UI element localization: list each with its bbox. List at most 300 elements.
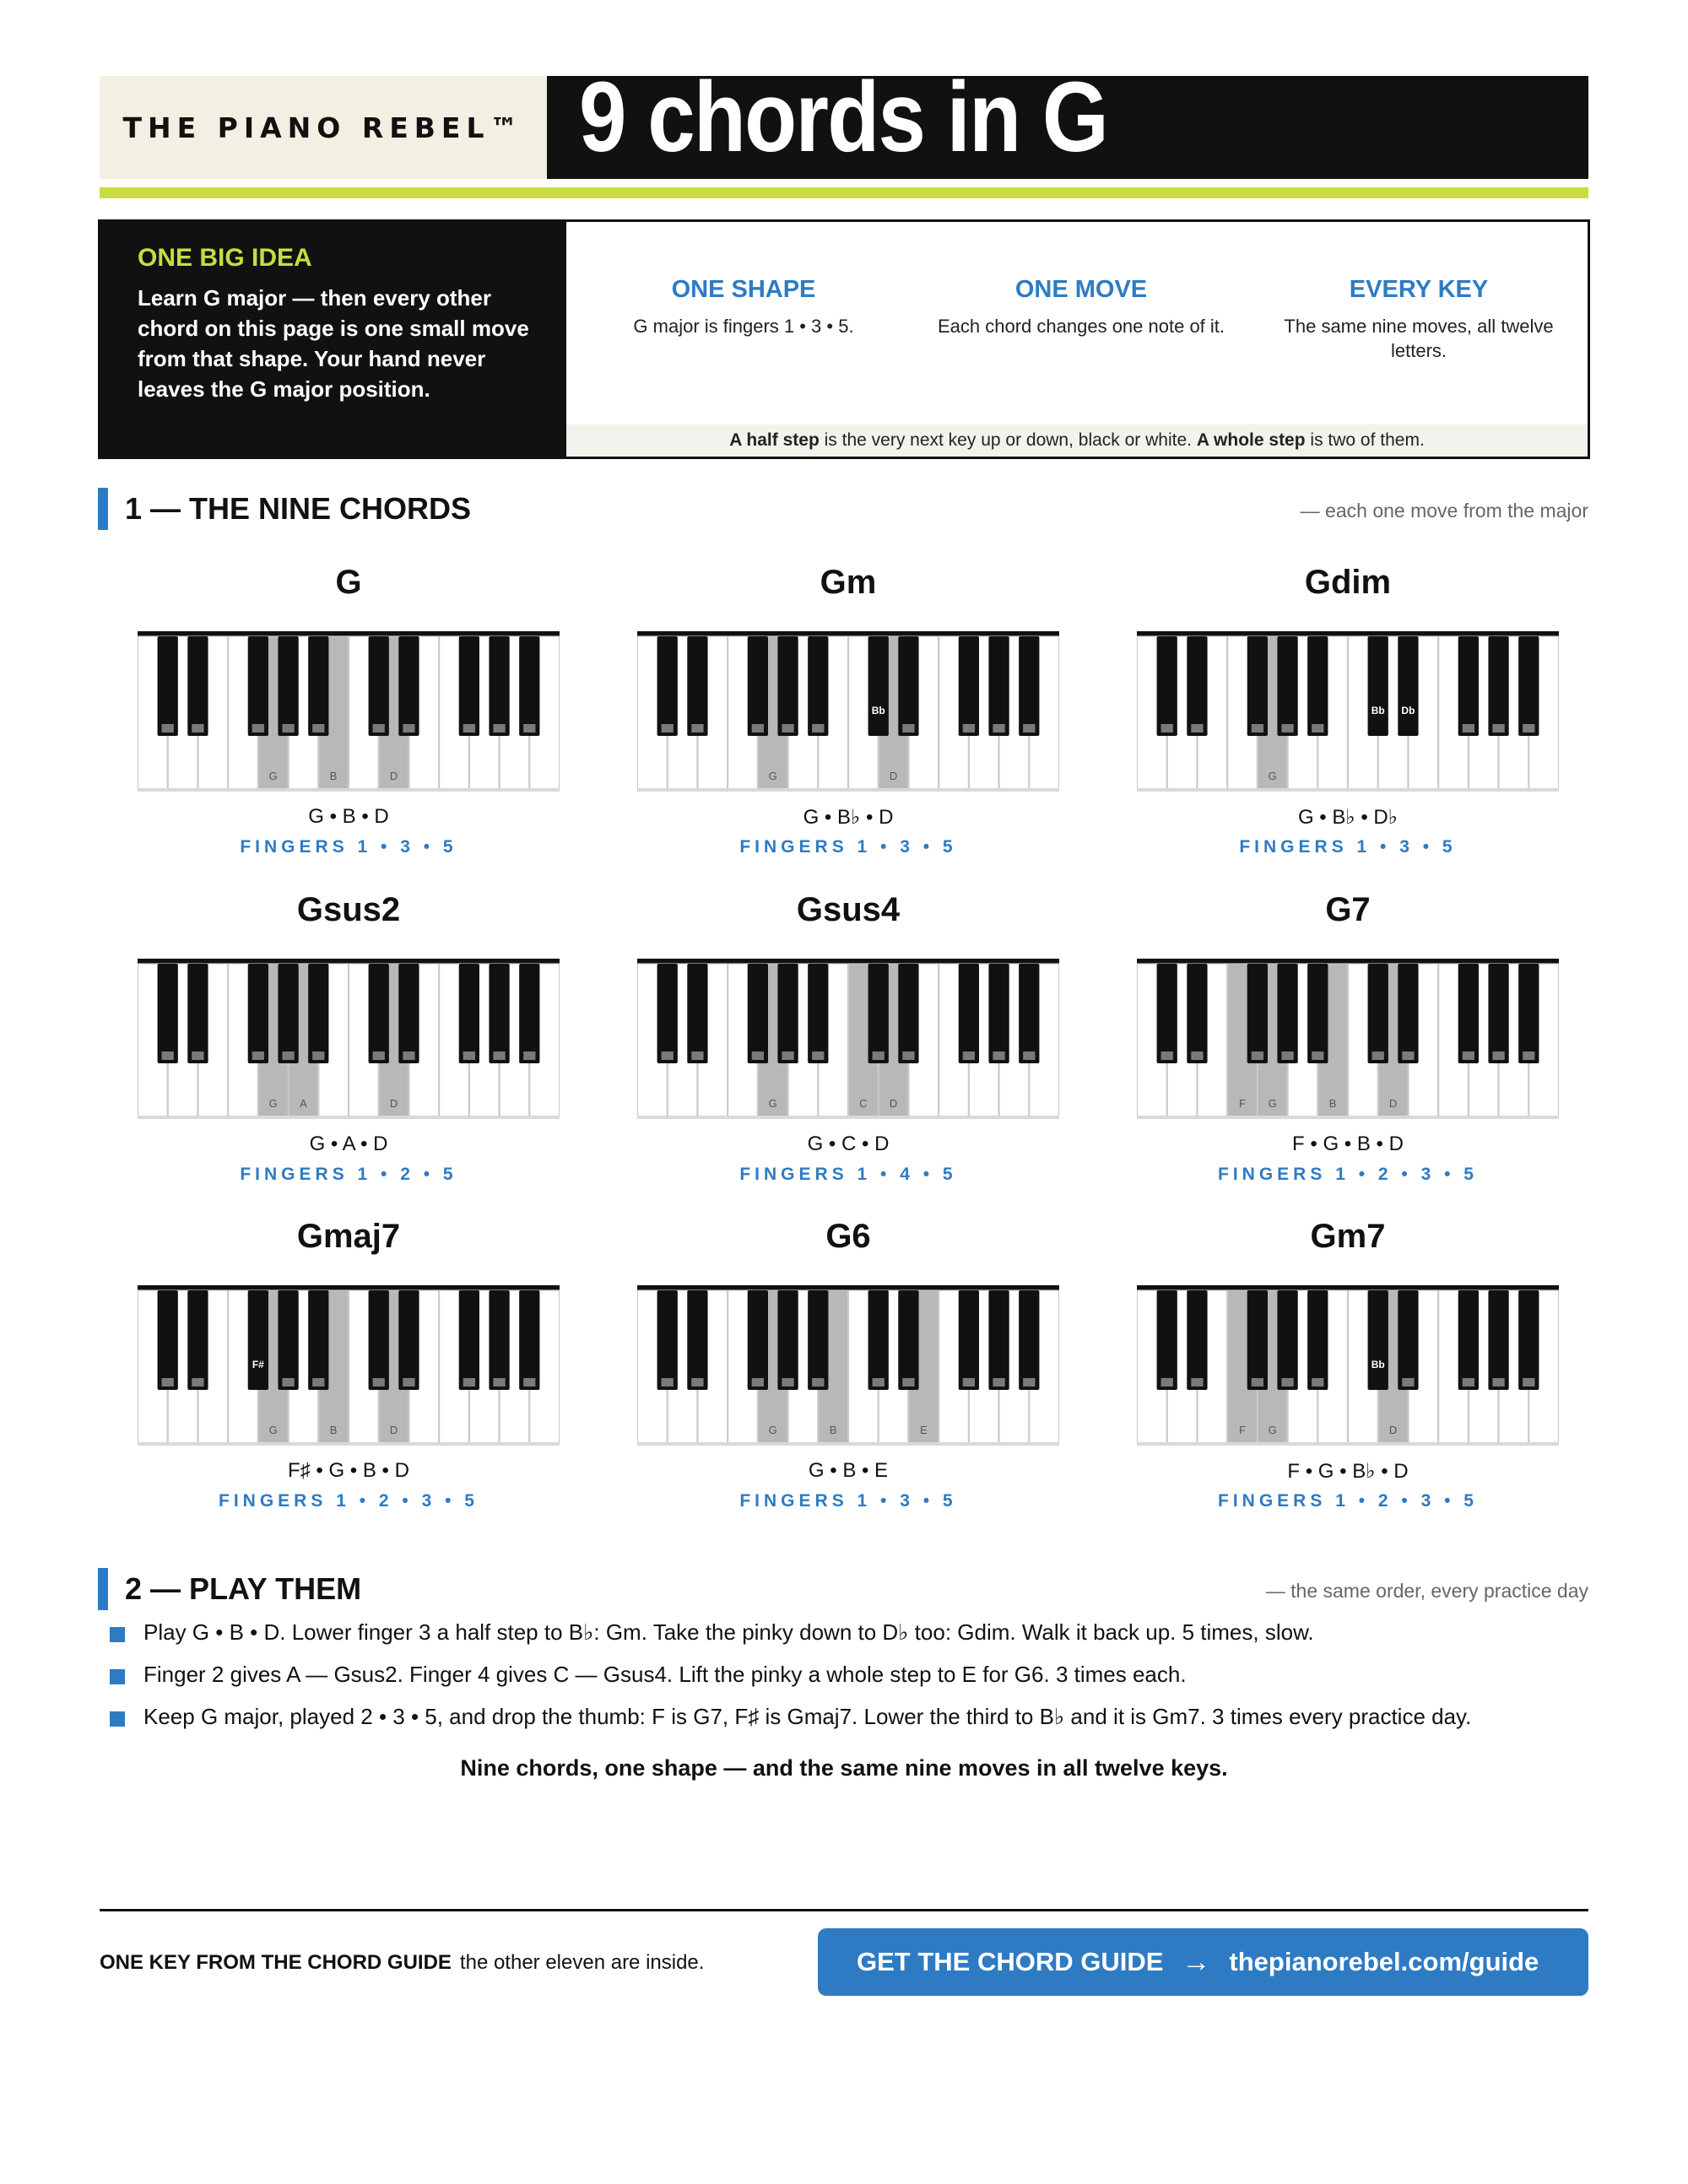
black-key — [1307, 636, 1328, 736]
key-note-label: C — [859, 1097, 868, 1110]
black-key — [308, 1290, 328, 1390]
black-key — [1187, 636, 1207, 736]
black-key — [748, 636, 768, 736]
black-key-tip — [963, 1051, 975, 1060]
black-key-tip — [1023, 1378, 1035, 1387]
chord-fingering: FINGERS 1 • 3 • 5 — [739, 837, 957, 857]
key-note-label: B — [329, 1424, 338, 1436]
section-marker — [98, 1568, 108, 1610]
key-note-label: G — [768, 1097, 777, 1110]
key-note-label: G — [768, 770, 777, 782]
practice-step — [110, 1700, 1578, 1742]
black-key-tip — [312, 724, 324, 733]
page-header — [100, 62, 1588, 179]
keyboard-bottom-edge — [637, 1116, 1059, 1119]
black-key-tip — [1463, 1378, 1474, 1387]
black-key-tip — [1023, 724, 1035, 733]
black-key — [369, 964, 389, 1063]
black-key — [489, 636, 509, 736]
black-key-tip — [1312, 724, 1323, 733]
pillar-one-move — [938, 276, 1225, 338]
black-key — [278, 636, 298, 736]
bullet-square — [110, 1627, 125, 1642]
black-key — [868, 964, 889, 1063]
black-key — [988, 964, 1009, 1063]
keyboard-top-bar — [138, 1285, 560, 1290]
black-key — [398, 1290, 419, 1390]
key-note-label: Bb — [871, 705, 885, 716]
keyboard-top-bar — [637, 631, 1059, 636]
black-key — [398, 964, 419, 1063]
key-note-label: F# — [252, 1359, 264, 1370]
black-key-tip — [1492, 1378, 1504, 1387]
black-key-tip — [493, 1378, 505, 1387]
black-key-tip — [463, 1051, 475, 1060]
key-note-label: G — [768, 1424, 777, 1436]
section-play-them-header — [98, 1568, 1590, 1610]
pillar-one-shape — [600, 276, 887, 338]
black-key-tip — [812, 724, 824, 733]
chord-notes: G • B♭ • D♭ — [1297, 806, 1399, 829]
black-key-tip — [162, 1051, 174, 1060]
black-key — [1518, 636, 1539, 736]
black-key — [1019, 964, 1039, 1063]
black-key-tip — [523, 1378, 535, 1387]
key-note-label: G — [1268, 1097, 1277, 1110]
black-key — [1277, 964, 1297, 1063]
arrow-right-icon: → — [1182, 1945, 1211, 1978]
black-key-tip — [252, 1051, 264, 1060]
black-key — [248, 964, 268, 1063]
black-key-tip — [1523, 724, 1534, 733]
black-key — [519, 636, 539, 736]
big-idea-text: Learn G major — then every other chord on this page is one small move from that shape. Your hand never leaves the G major position. — [138, 285, 529, 402]
black-key — [489, 964, 509, 1063]
keyboard-bottom-edge — [138, 1442, 560, 1446]
black-key-tip — [252, 1378, 264, 1387]
black-key-tip — [873, 724, 885, 733]
black-key-highlighted — [248, 1290, 268, 1390]
black-key — [278, 1290, 298, 1390]
get-chord-guide-button[interactable] — [818, 1928, 1588, 1996]
cta-label: GET THE CHORD GUIDE — [857, 1947, 1164, 1976]
keyboard-diagram — [1137, 631, 1559, 792]
pillar-heading: ONE SHAPE — [671, 276, 816, 303]
key-note-label: A — [300, 1097, 307, 1110]
keyboard-top-bar — [1137, 1285, 1559, 1290]
black-key-tip — [812, 1378, 824, 1387]
key-note-label: G — [1268, 770, 1277, 782]
footer-text — [100, 1951, 704, 1975]
black-key — [369, 636, 389, 736]
keyboard-bottom-edge — [138, 1116, 560, 1119]
black-key — [1019, 1290, 1039, 1390]
chord-notes: F♯ • G • B • D — [288, 1459, 409, 1482]
big-idea-heading: ONE BIG IDEA — [138, 244, 312, 272]
pillar-heading: EVERY KEY — [1349, 276, 1489, 303]
cta-url: thepianorebel.com/guide — [1229, 1947, 1539, 1976]
black-key — [459, 964, 479, 1063]
black-key-tip — [1372, 1378, 1384, 1387]
black-key-tip — [1191, 1051, 1203, 1060]
key-note-label: G — [268, 1097, 278, 1110]
practice-step — [110, 1657, 1578, 1700]
section-nine-chords-header — [98, 488, 1590, 530]
black-key — [1187, 1290, 1207, 1390]
brand-name: THE PIANO REBEL™ — [122, 111, 524, 144]
black-key-tip — [312, 1051, 324, 1060]
black-key — [519, 964, 539, 1063]
key-note-label: E — [919, 1424, 928, 1436]
black-key — [868, 1290, 889, 1390]
black-key — [687, 636, 707, 736]
black-key-tip — [662, 724, 674, 733]
black-key — [898, 636, 918, 736]
section-marker — [98, 488, 108, 530]
half-step-text: is the very next key up or down, black or white. — [819, 430, 1197, 450]
keyboard-top-bar — [1137, 631, 1559, 636]
big-idea-box — [100, 222, 566, 457]
key-note-label: G — [268, 1424, 278, 1436]
keyboard-diagram — [138, 959, 560, 1119]
black-key-tip — [691, 724, 703, 733]
pillar-text: G major is fingers 1 • 3 • 5. — [633, 316, 854, 337]
black-key — [1458, 1290, 1479, 1390]
black-key-tip — [463, 1378, 475, 1387]
key-note-label: D — [389, 1097, 398, 1110]
black-key-tip — [873, 1051, 885, 1060]
key-note-label: B — [829, 1424, 837, 1436]
black-key — [459, 1290, 479, 1390]
key-note-label: Bb — [1371, 1359, 1385, 1370]
pillar-text: The same nine moves, all twelve letters. — [1284, 316, 1554, 361]
black-key-tip — [782, 1051, 793, 1060]
black-key — [1247, 1290, 1268, 1390]
black-key-tip — [1492, 1051, 1504, 1060]
black-key-tip — [752, 724, 764, 733]
black-key — [1368, 964, 1388, 1063]
black-key-tip — [252, 724, 264, 733]
black-key-tip — [873, 1378, 885, 1387]
black-key — [278, 964, 298, 1063]
black-key-tip — [1463, 1051, 1474, 1060]
black-key-tip — [1191, 1378, 1203, 1387]
keyboard-top-bar — [637, 959, 1059, 964]
black-key-tip — [993, 1378, 1004, 1387]
keyboard-diagram — [1137, 959, 1559, 1119]
key-note-label: D — [389, 1424, 398, 1436]
bullet-square — [110, 1669, 125, 1684]
black-key-tip — [993, 1051, 1004, 1060]
black-key-tip — [373, 724, 385, 733]
key-note-label: B — [329, 770, 338, 782]
brand-box — [100, 76, 547, 179]
footer-bold-label: ONE KEY FROM THE CHORD GUIDE — [100, 1951, 452, 1974]
black-key — [1488, 1290, 1508, 1390]
black-key — [158, 636, 178, 736]
black-key — [657, 1290, 678, 1390]
black-key — [1157, 636, 1177, 736]
footer-divider — [100, 1909, 1588, 1911]
whole-step-text: is two of them. — [1305, 430, 1425, 450]
bullet-square — [110, 1711, 125, 1727]
chord-fingering: FINGERS 1 • 3 • 5 — [739, 1491, 957, 1511]
keyboard-diagram — [637, 631, 1059, 792]
keyboard-bottom-edge — [1137, 788, 1559, 792]
keyboard-bottom-edge — [138, 788, 560, 792]
chord-notes: G • C • D — [807, 1133, 890, 1155]
info-panel — [98, 219, 1590, 459]
step-definition-bar — [566, 424, 1588, 457]
key-note-label: B — [1328, 1097, 1337, 1110]
black-key — [687, 1290, 707, 1390]
chord-name: Gsus2 — [296, 891, 401, 928]
black-key — [988, 636, 1009, 736]
black-key — [187, 964, 208, 1063]
black-key — [657, 964, 678, 1063]
black-key-tip — [963, 1378, 975, 1387]
black-key-tip — [162, 724, 174, 733]
black-key — [1458, 964, 1479, 1063]
half-step-label: A half step — [729, 430, 820, 450]
black-key-highlighted — [1368, 1290, 1388, 1390]
black-key-tip — [1281, 1378, 1293, 1387]
black-key-tip — [1402, 1051, 1414, 1060]
key-note-label: G — [1268, 1424, 1277, 1436]
black-key-tip — [403, 724, 414, 733]
black-key — [158, 964, 178, 1063]
black-key-tip — [993, 724, 1004, 733]
chord-name: G — [335, 564, 362, 601]
black-key-tip — [691, 1051, 703, 1060]
black-key-tip — [523, 724, 535, 733]
black-key — [1518, 1290, 1539, 1390]
chord-name: Gsus4 — [796, 891, 901, 928]
chord-notes: G • A • D — [309, 1133, 388, 1155]
black-key — [519, 1290, 539, 1390]
black-key-tip — [1191, 724, 1203, 733]
black-key — [988, 1290, 1009, 1390]
practice-step — [110, 1615, 1578, 1657]
black-key — [959, 1290, 979, 1390]
black-key — [657, 636, 678, 736]
key-note-label: D — [889, 1097, 898, 1110]
black-key — [777, 636, 798, 736]
black-key-tip — [312, 1378, 324, 1387]
black-key — [808, 964, 828, 1063]
black-key — [1307, 1290, 1328, 1390]
keyboard-top-bar — [637, 1285, 1059, 1290]
black-key-tip — [1161, 1051, 1173, 1060]
black-key-tip — [1252, 724, 1263, 733]
black-key — [1157, 1290, 1177, 1390]
chord-fingering: FINGERS 1 • 3 • 5 — [1239, 837, 1457, 857]
key-note-label: F — [1239, 1097, 1246, 1110]
black-key-tip — [493, 724, 505, 733]
keyboard-diagram — [138, 1285, 560, 1446]
key-note-label: D — [889, 770, 898, 782]
black-key-tip — [403, 1051, 414, 1060]
black-key-tip — [1463, 724, 1474, 733]
pillar-every-key — [1275, 276, 1562, 363]
black-key-tip — [463, 724, 475, 733]
black-key-tip — [1252, 1051, 1263, 1060]
black-key-tip — [812, 1051, 824, 1060]
black-key-tip — [192, 1051, 203, 1060]
section-title: 2 — PLAY THEM — [125, 1571, 362, 1606]
black-key-tip — [1372, 724, 1384, 733]
black-key-tip — [1372, 1051, 1384, 1060]
black-key-tip — [1312, 1051, 1323, 1060]
black-key — [748, 1290, 768, 1390]
black-key — [898, 964, 918, 1063]
black-key-tip — [373, 1378, 385, 1387]
black-key — [808, 1290, 828, 1390]
black-key — [187, 636, 208, 736]
black-key — [1187, 964, 1207, 1063]
key-note-label: Bb — [1371, 705, 1385, 716]
black-key-tip — [752, 1051, 764, 1060]
black-key — [959, 636, 979, 736]
black-key-tip — [1523, 1051, 1534, 1060]
keyboard-bottom-edge — [637, 788, 1059, 792]
practice-step-text: Play G • B • D. Lower finger 3 a half step to B♭: Gm. Take the pinky down to D♭ too: Gdim. Walk it back up. 5 times, slow. — [143, 1619, 1314, 1645]
black-key-tip — [162, 1378, 174, 1387]
black-key — [1247, 964, 1268, 1063]
chord-notes: F • G • B • D — [1292, 1133, 1404, 1155]
black-key-tip — [1281, 724, 1293, 733]
black-key — [1307, 964, 1328, 1063]
black-key — [308, 964, 328, 1063]
keyboard-top-bar — [138, 631, 560, 636]
chord-fingering: FINGERS 1 • 4 • 5 — [739, 1165, 957, 1184]
black-key-tip — [1402, 724, 1414, 733]
key-note-label: D — [1388, 1097, 1398, 1110]
black-key — [959, 964, 979, 1063]
black-key — [1398, 1290, 1418, 1390]
black-key — [1247, 636, 1268, 736]
section-note: — the same order, every practice day — [1265, 1580, 1588, 1602]
black-key-tip — [1281, 1051, 1293, 1060]
black-key — [489, 1290, 509, 1390]
black-key-tip — [691, 1378, 703, 1387]
black-key-tip — [1161, 1378, 1173, 1387]
chord-fingering: FINGERS 1 • 2 • 3 • 5 — [1218, 1491, 1478, 1511]
key-note-label: F — [1239, 1424, 1246, 1436]
black-key — [1157, 964, 1177, 1063]
black-key — [1277, 636, 1297, 736]
black-key-tip — [902, 1051, 914, 1060]
chord-name: Gmaj7 — [296, 1218, 401, 1255]
keyboard-top-bar — [1137, 959, 1559, 964]
whole-step-label: A whole step — [1196, 430, 1306, 450]
black-key-tip — [1161, 724, 1173, 733]
chord-notes: G • B♭ • D — [803, 806, 894, 829]
keyboard-diagram — [1137, 1285, 1559, 1446]
keyboard-top-bar — [138, 959, 560, 964]
black-key-tip — [1492, 724, 1504, 733]
black-key — [398, 636, 419, 736]
pillars — [566, 222, 1588, 424]
black-key-tip — [523, 1051, 535, 1060]
section-note: — each one move from the major — [1300, 500, 1588, 522]
black-key-tip — [282, 1378, 294, 1387]
chord-notes: G • B • E — [808, 1459, 889, 1482]
black-key-tip — [282, 1051, 294, 1060]
black-key — [248, 636, 268, 736]
black-key — [808, 636, 828, 736]
keyboard-bottom-edge — [1137, 1442, 1559, 1446]
black-key-highlighted — [1398, 636, 1418, 736]
black-key — [1398, 964, 1418, 1063]
black-key-tip — [1252, 1378, 1263, 1387]
title-box — [547, 62, 1588, 179]
black-key-tip — [373, 1051, 385, 1060]
black-key-tip — [963, 724, 975, 733]
black-key-tip — [752, 1378, 764, 1387]
chord-name: Gdim — [1304, 564, 1392, 601]
accent-divider — [100, 187, 1588, 198]
black-key-tip — [192, 724, 203, 733]
pillar-text: Each chord changes one note of it. — [938, 316, 1225, 337]
chord-fingering: FINGERS 1 • 2 • 3 • 5 — [219, 1491, 479, 1511]
black-key — [1277, 1290, 1297, 1390]
chord-name: Gm — [820, 564, 877, 601]
keyboard-bottom-edge — [637, 1442, 1059, 1446]
practice-step-text: Finger 2 gives A — Gsus2. Finger 4 gives C — Gsus4. Lift the pinky a whole step to E for G6. 3 times each. — [143, 1662, 1187, 1687]
black-key-tip — [902, 724, 914, 733]
black-key-tip — [662, 1051, 674, 1060]
black-key — [1488, 964, 1508, 1063]
key-note-label: G — [268, 770, 278, 782]
black-key-tip — [662, 1378, 674, 1387]
page-title: 9 chords in G — [579, 62, 1108, 173]
closing-statement: Nine chords, one shape — and the same nine moves in all twelve keys. — [460, 1755, 1228, 1781]
black-key-tip — [403, 1378, 414, 1387]
black-key — [898, 1290, 918, 1390]
chord-fingering: FINGERS 1 • 3 • 5 — [240, 837, 457, 857]
black-key — [777, 1290, 798, 1390]
black-key-tip — [1312, 1378, 1323, 1387]
chord-name: G7 — [1325, 891, 1371, 928]
black-key-highlighted — [1368, 636, 1388, 736]
black-key-tip — [1402, 1378, 1414, 1387]
chord-name: Gm7 — [1310, 1218, 1386, 1255]
practice-step-text: Keep G major, played 2 • 3 • 5, and drop the thumb: F is G7, F♯ is Gmaj7. Lower the third to B♭ and it is Gm7. 3 times every practice day. — [143, 1704, 1472, 1729]
black-key-tip — [192, 1378, 203, 1387]
keyboard-diagram — [637, 1285, 1059, 1446]
chord-fingering: FINGERS 1 • 2 • 5 — [240, 1165, 457, 1184]
black-key — [369, 1290, 389, 1390]
black-key-tip — [782, 724, 793, 733]
pillar-heading: ONE MOVE — [1014, 276, 1148, 303]
black-key — [687, 964, 707, 1063]
black-key-tip — [902, 1378, 914, 1387]
practice-steps — [110, 1615, 1578, 1742]
chord-name: G6 — [825, 1218, 871, 1255]
black-key — [158, 1290, 178, 1390]
chord-notes: G • B • D — [308, 805, 389, 828]
black-key-tip — [1023, 1051, 1035, 1060]
black-key-highlighted — [868, 636, 889, 736]
section-title: 1 — THE NINE CHORDS — [125, 491, 472, 526]
chord-notes: F • G • B♭ • D — [1287, 1460, 1409, 1483]
black-key — [459, 636, 479, 736]
black-key — [748, 964, 768, 1063]
key-note-label: D — [389, 770, 398, 782]
black-key — [308, 636, 328, 736]
black-key-tip — [782, 1378, 793, 1387]
